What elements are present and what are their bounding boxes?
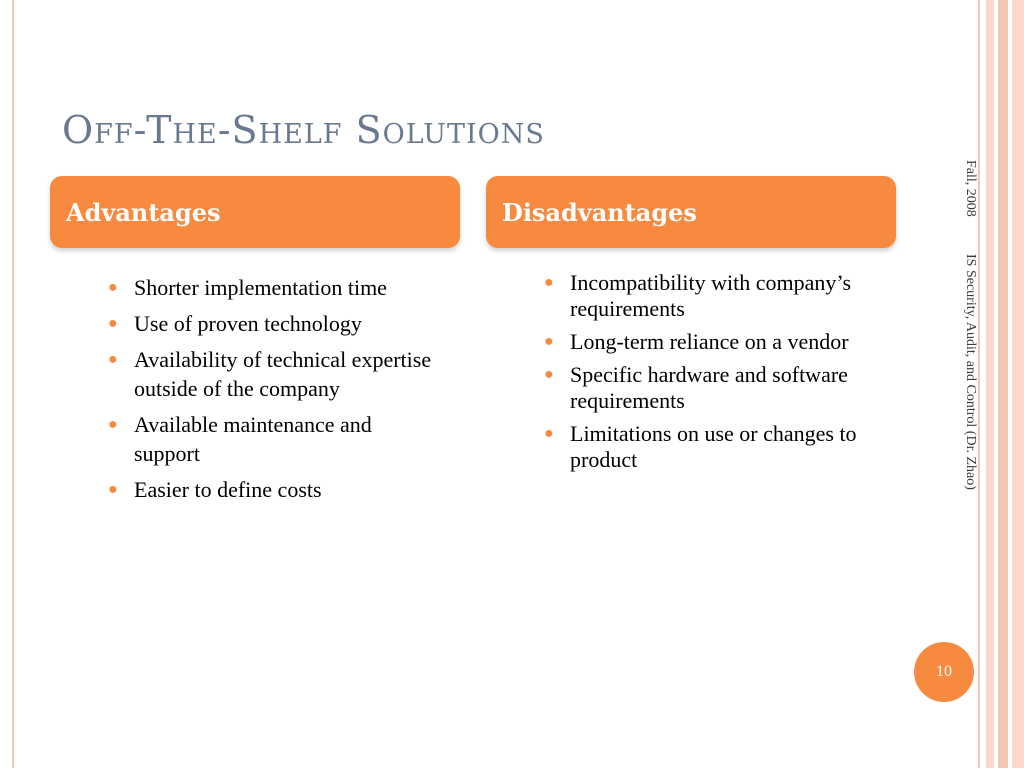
left-border-line <box>12 0 14 768</box>
advantages-header-label: Advantages <box>66 197 221 227</box>
right-border-stripe <box>1012 0 1024 768</box>
bullet-icon: ● <box>108 416 118 433</box>
disadvantages-list <box>540 270 880 480</box>
right-border-stripe <box>998 0 1008 768</box>
list-item-text: Easier to define costs <box>134 477 322 502</box>
slide-title: Off-The-Shelf Solutions <box>62 108 545 152</box>
disadvantages-header-label: Disadvantages <box>502 197 697 227</box>
list-item-text: Use of proven technology <box>134 311 362 336</box>
list-item <box>104 410 434 468</box>
list-item-text: Shorter implementation time <box>134 275 387 300</box>
list-item <box>540 329 880 355</box>
advantages-header <box>50 176 460 248</box>
bullet-icon: ● <box>108 351 118 368</box>
bullet-icon: ● <box>544 333 554 350</box>
bullet-icon: ● <box>544 366 554 383</box>
bullet-icon: ● <box>544 425 554 442</box>
footer-vertical-text <box>948 160 978 600</box>
page-number: 10 <box>936 663 952 680</box>
bullet-icon: ● <box>108 279 118 296</box>
bullet-icon: ● <box>108 315 118 332</box>
list-item <box>540 362 880 414</box>
list-item-text: Specific hardware and software requirements <box>570 362 848 413</box>
footer-date: Fall, 2008 <box>963 160 978 217</box>
right-border-stripe <box>986 0 994 768</box>
right-border-stripe <box>978 0 980 768</box>
list-item-text: Available maintenance and support <box>134 412 372 466</box>
list-item <box>104 309 434 338</box>
advantages-list <box>104 273 434 511</box>
list-item-text: Incompatibility with company’s requirements <box>570 270 852 321</box>
footer-course: IS Security, Audit, and Control (Dr. Zhao) <box>963 254 978 491</box>
list-item <box>104 345 434 403</box>
list-item-text: Availability of technical expertise outside of the company <box>134 347 432 401</box>
page-number-badge <box>914 642 974 702</box>
list-item-text: Long-term reliance on a vendor <box>570 329 849 354</box>
disadvantages-header <box>486 176 896 248</box>
list-item <box>540 421 880 473</box>
list-item-text: Limitations on use or changes to product <box>570 421 857 472</box>
list-item <box>104 475 434 504</box>
bullet-icon: ● <box>544 274 554 291</box>
list-item <box>104 273 434 302</box>
bullet-icon: ● <box>108 481 118 498</box>
list-item <box>540 270 880 322</box>
